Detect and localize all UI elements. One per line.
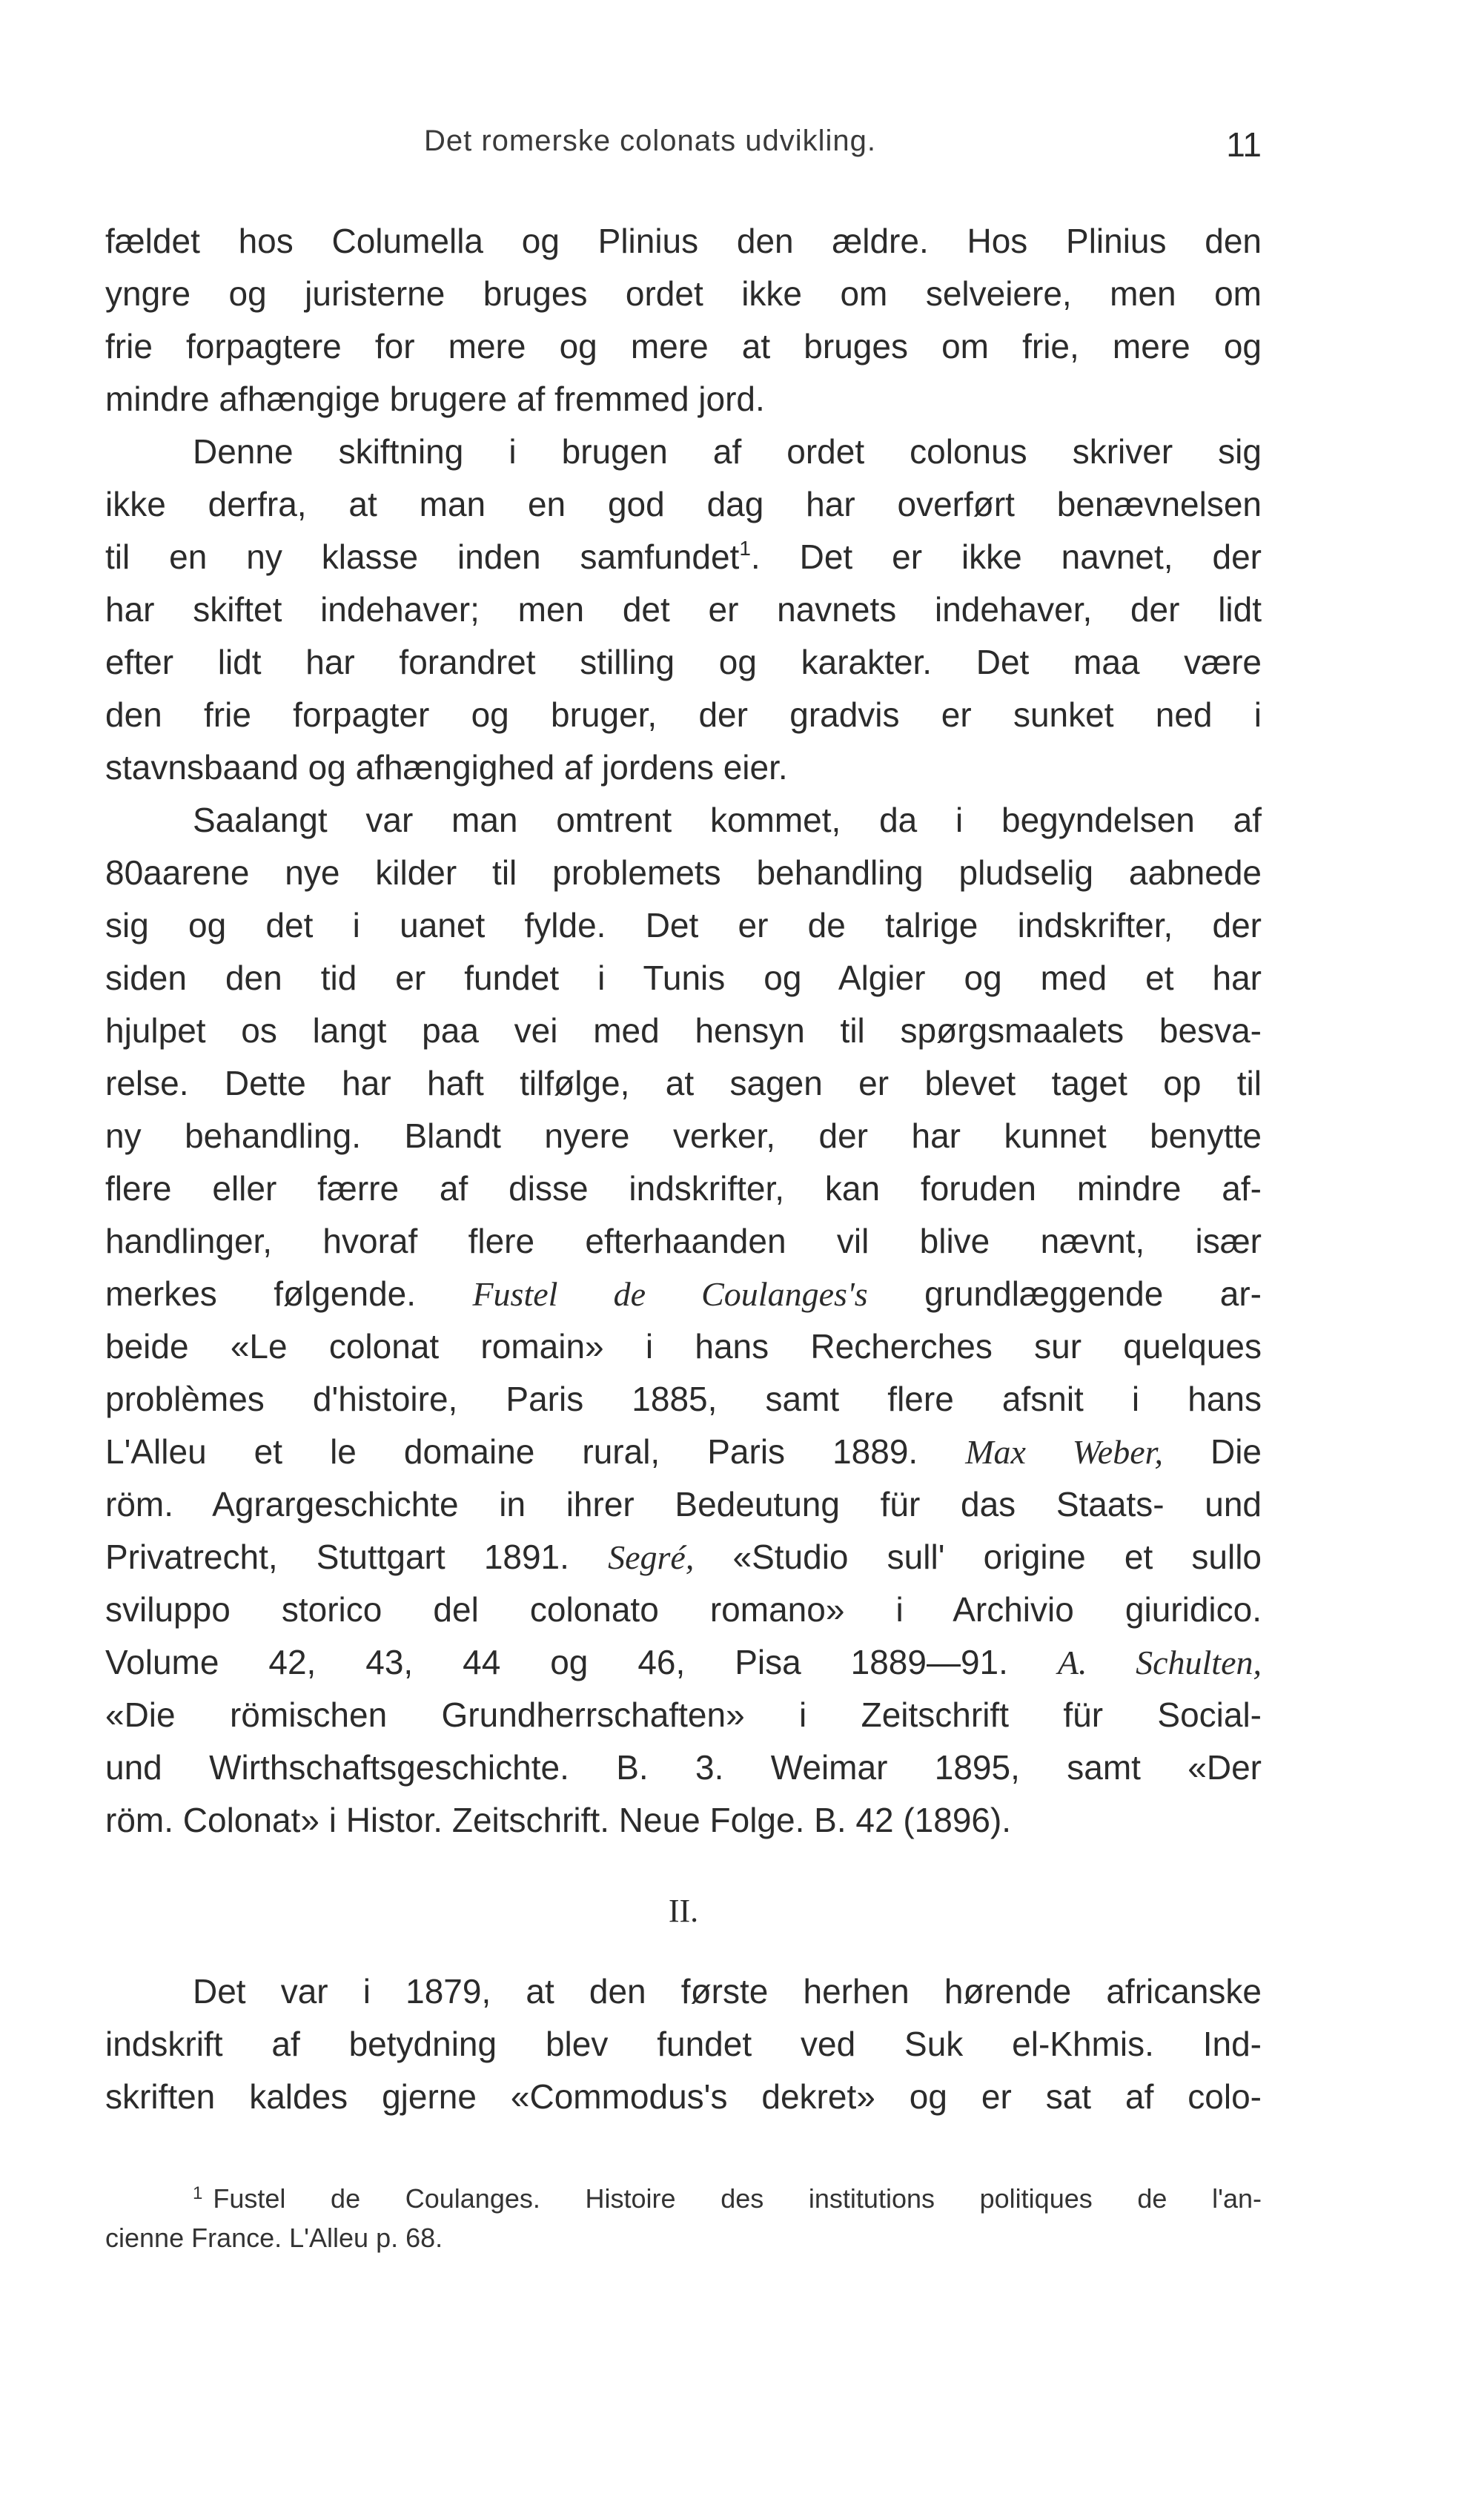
text-line: ny behandling. Blandt nyere verker, der har kunnet benytte — [105, 1116, 1262, 1155]
footnote-mark: 1 — [193, 2183, 203, 2203]
text-line: «Die römischen Grundherrschaften» i Zeitschrift für Social- — [105, 1695, 1262, 1734]
text-fragment: «Studio sull' origine et sullo — [694, 1538, 1262, 1576]
text-line: frie forpagtere for mere og mere at bruges om frie, mere og — [105, 327, 1262, 365]
text-line: Denne skiftning i brugen af ordet colonus skriver sig — [193, 432, 1262, 471]
author-name: Fustel de Coulanges's — [472, 1275, 868, 1313]
text-fragment: til en ny klasse inden samfundet — [105, 537, 740, 576]
text-line: mindre afhængige brugere af fremmed jord. — [105, 380, 765, 418]
text-line — [105, 1636, 1262, 1689]
text-line: Saalangt var man omtrent kommet, da i begyndelsen af — [193, 801, 1262, 839]
text-fragment: L'Alleu et le domaine rural, Paris 1889. — [105, 1432, 966, 1471]
text-line: yngre og juristerne bruges ordet ikke om selveiere, men om — [105, 274, 1262, 313]
text-line: und Wirthschaftsgeschichte. B. 3. Weimar 1895, samt «Der — [105, 1748, 1262, 1787]
section-text — [105, 1965, 1262, 2123]
text-line: problèmes d'histoire, Paris 1885, samt flere afsnit i hans — [105, 1380, 1262, 1418]
text-line: ikke derfra, at man en god dag har overført benævnelsen — [105, 485, 1262, 523]
author-name: A. Schulten, — [1057, 1644, 1262, 1681]
page-number: 11 — [1226, 125, 1262, 164]
running-title: Det romerske colonats udvikling. — [424, 125, 877, 157]
text-line: fældet hos Columella og Plinius den ældre. Hos Plinius den — [105, 222, 1262, 260]
text-line: har skiftet indehaver; men det er navnets indehaver, der lidt — [105, 590, 1262, 629]
section-heading: II. — [668, 1893, 699, 1929]
text-line: sig og det i uanet fylde. Det er de talrige indskrifter, der — [105, 906, 1262, 944]
text-fragment: Privatrecht, Stuttgart 1891. — [105, 1538, 609, 1576]
text-line: röm. Colonat» i Histor. Zeitschrift. Neue Folge. B. 42 (1896). — [105, 1801, 1012, 1839]
text-line-with-footnote — [105, 531, 1262, 583]
text-line: relse. Dette har haft tilfølge, at sagen er blevet taget op til — [105, 1064, 1262, 1102]
text-line: skriften kaldes gjerne «Commodus's dekret» og er sat af colo- — [105, 2077, 1262, 2116]
text-line: indskrift af betydning blev fundet ved Suk el-Khmis. Ind- — [105, 2025, 1262, 2063]
text-line: flere eller færre af disse indskrifter, kan foruden mindre af- — [105, 1169, 1262, 1208]
author-name: Max Weber, — [965, 1433, 1163, 1471]
body-text — [105, 215, 1262, 1847]
text-fragment: merkes følgende. — [105, 1274, 473, 1313]
text-fragment: Die — [1162, 1432, 1262, 1471]
page-header — [105, 125, 1262, 176]
text-line — [105, 1268, 1262, 1320]
text-line: beide «Le colonat romain» i hans Recherches sur quelques — [105, 1327, 1262, 1366]
text-line: sviluppo storico del colonato romano» i Archivio giuridico. — [105, 1590, 1262, 1629]
text-fragment: grundlæggende ar- — [867, 1274, 1262, 1313]
text-line: Det var i 1879, at den første herhen hørende africanske — [193, 1972, 1262, 2011]
text-line: hjulpet os langt paa vei med hensyn til spørgsmaalets besva- — [105, 1011, 1262, 1050]
text-line — [105, 1426, 1262, 1478]
text-line: siden den tid er fundet i Tunis og Algier og med et har — [105, 959, 1262, 997]
footnote — [105, 2171, 1262, 2260]
text-line: efter lidt har forandret stilling og karakter. Det maa være — [105, 643, 1262, 681]
text-line: handlinger, hvoraf flere efterhaanden vil blive nævnt, især — [105, 1222, 1262, 1260]
text-fragment: . Det er ikke navnet, der — [750, 537, 1262, 576]
footnote-reference[interactable]: 1 — [739, 537, 751, 560]
footnote-line: cienne France. L'Alleu p. 68. — [105, 2223, 443, 2253]
footnote-line — [105, 2171, 1262, 2216]
book-page — [105, 0, 1262, 2508]
author-name: Segré, — [608, 1538, 695, 1576]
text-line — [105, 1531, 1262, 1584]
text-line: 80aarene nye kilder til problemets behandling pludselig aabnede — [105, 853, 1262, 892]
text-line: röm. Agrargeschichte in ihrer Bedeutung für das Staats- und — [105, 1485, 1262, 1523]
footnote-text: Fustel de Coulanges. Histoire des institutions politiques de l'an- — [213, 2183, 1262, 2214]
text-fragment: Volume 42, 43, 44 og 46, Pisa 1889—91. — [105, 1643, 1058, 1681]
text-line: den frie forpagter og bruger, der gradvis er sunket ned i — [105, 695, 1262, 734]
text-line: stavnsbaand og afhængighed af jordens eier. — [105, 748, 788, 787]
